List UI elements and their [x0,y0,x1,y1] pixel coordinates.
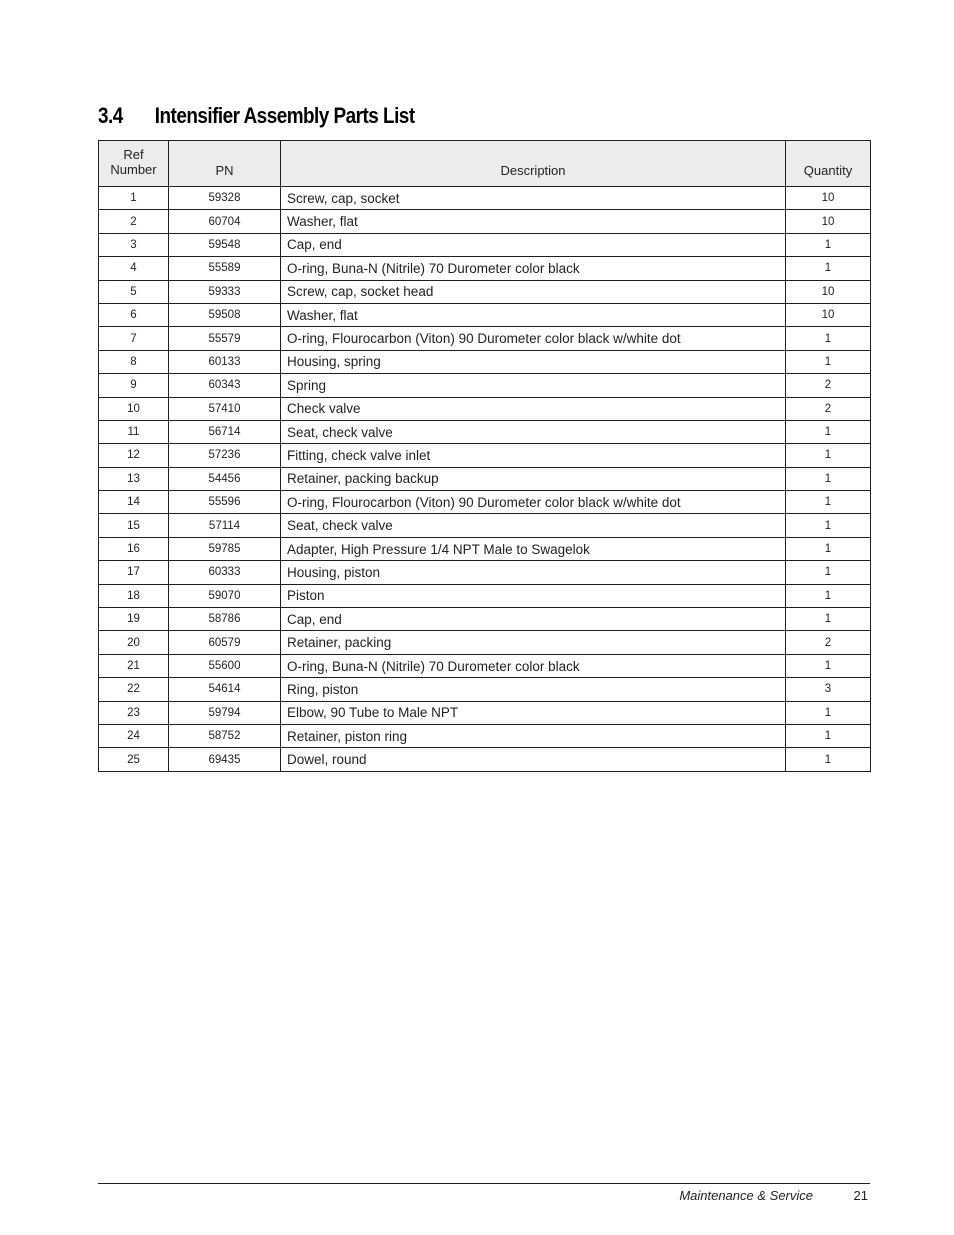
pn-cell: 59333 [169,280,281,303]
pn-cell: 59785 [169,537,281,560]
ref-cell: 18 [99,584,169,607]
pn-cell: 54614 [169,678,281,701]
table-row [99,257,871,280]
table-header [99,141,871,187]
description-cell: Elbow, 90 Tube to Male NPT [281,701,786,724]
pn-cell: 57410 [169,397,281,420]
ref-cell: 17 [99,561,169,584]
description-cell: Cap, end [281,608,786,631]
table-row [99,584,871,607]
section-heading [98,103,415,129]
ref-cell: 15 [99,514,169,537]
description-cell: Adapter, High Pressure 1/4 NPT Male to Swagelok [281,537,786,560]
ref-cell: 12 [99,444,169,467]
table-row [99,561,871,584]
ref-cell: 7 [99,327,169,350]
quantity-cell: 10 [786,210,871,233]
ref-cell: 21 [99,654,169,677]
footer-section-name: Maintenance & Service [679,1188,813,1203]
ref-cell: 8 [99,350,169,373]
description-cell: Dowel, round [281,748,786,771]
quantity-cell: 3 [786,678,871,701]
pn-cell: 60343 [169,374,281,397]
pn-cell: 59328 [169,187,281,210]
pn-cell: 60704 [169,210,281,233]
section-number: 3.4 [98,103,123,128]
table-row [99,397,871,420]
table-row [99,724,871,747]
pn-cell: 55589 [169,257,281,280]
table-row [99,537,871,560]
pn-cell: 60579 [169,631,281,654]
description-cell: Retainer, packing [281,631,786,654]
ref-cell: 5 [99,280,169,303]
ref-cell: 4 [99,257,169,280]
quantity-cell: 1 [786,233,871,256]
description-cell: Piston [281,584,786,607]
ref-cell: 13 [99,467,169,490]
pn-cell: 59070 [169,584,281,607]
quantity-cell: 10 [786,303,871,326]
table-row [99,280,871,303]
quantity-cell: 1 [786,701,871,724]
ref-cell: 16 [99,537,169,560]
quantity-cell: 1 [786,608,871,631]
table-row [99,654,871,677]
footer-page-number: 21 [853,1188,868,1203]
pn-cell: 54456 [169,467,281,490]
quantity-cell: 1 [786,257,871,280]
quantity-cell: 1 [786,654,871,677]
ref-cell: 9 [99,374,169,397]
ref-cell: 10 [99,397,169,420]
table-row [99,748,871,771]
quantity-cell: 2 [786,397,871,420]
pn-cell: 59794 [169,701,281,724]
quantity-cell: 1 [786,561,871,584]
pn-cell: 57236 [169,444,281,467]
description-cell: Check valve [281,397,786,420]
quantity-cell: 1 [786,724,871,747]
quantity-cell: 1 [786,327,871,350]
ref-cell: 23 [99,701,169,724]
description-cell: Spring [281,374,786,397]
footer-divider [98,1183,870,1184]
table-row [99,374,871,397]
table-row [99,701,871,724]
description-cell: O-ring, Flourocarbon (Viton) 90 Durometer color black w/white dot [281,491,786,514]
description-cell: Seat, check valve [281,514,786,537]
table-row [99,514,871,537]
ref-cell: 14 [99,491,169,514]
quantity-cell: 1 [786,350,871,373]
pn-cell: 55579 [169,327,281,350]
ref-cell: 6 [99,303,169,326]
quantity-cell: 2 [786,374,871,397]
table-row [99,210,871,233]
description-cell: Screw, cap, socket head [281,280,786,303]
description-cell: Fitting, check valve inlet [281,444,786,467]
ref-cell: 19 [99,608,169,631]
column-header-quantity: Quantity [786,141,871,187]
description-cell: Retainer, piston ring [281,724,786,747]
table-row [99,444,871,467]
ref-cell: 2 [99,210,169,233]
table-row [99,327,871,350]
table-row [99,233,871,256]
description-cell: Screw, cap, socket [281,187,786,210]
ref-header-line1: Ref [123,147,144,162]
quantity-cell: 1 [786,537,871,560]
table-row [99,303,871,326]
ref-cell: 11 [99,420,169,443]
column-header-pn: PN [169,141,281,187]
section-title: Intensifier Assembly Parts List [154,103,415,128]
quantity-cell: 1 [786,748,871,771]
description-cell: O-ring, Buna-N (Nitrile) 70 Durometer color black [281,654,786,677]
pn-cell: 56714 [169,420,281,443]
quantity-cell: 10 [786,280,871,303]
pn-cell: 69435 [169,748,281,771]
table-row [99,631,871,654]
description-cell: O-ring, Flourocarbon (Viton) 90 Durometer color black w/white dot [281,327,786,350]
pn-cell: 60133 [169,350,281,373]
column-header-ref-number [99,141,169,187]
pn-cell: 55600 [169,654,281,677]
ref-cell: 3 [99,233,169,256]
table-row [99,187,871,210]
table-row [99,467,871,490]
description-cell: Retainer, packing backup [281,467,786,490]
description-cell: Washer, flat [281,303,786,326]
quantity-cell: 1 [786,444,871,467]
table-row [99,350,871,373]
quantity-cell: 1 [786,420,871,443]
column-header-description: Description [281,141,786,187]
pn-cell: 59508 [169,303,281,326]
table-row [99,608,871,631]
description-cell: Cap, end [281,233,786,256]
ref-cell: 20 [99,631,169,654]
pn-cell: 58752 [169,724,281,747]
description-cell: O-ring, Buna-N (Nitrile) 70 Durometer color black [281,257,786,280]
table-row [99,491,871,514]
description-cell: Washer, flat [281,210,786,233]
description-cell: Ring, piston [281,678,786,701]
ref-cell: 1 [99,187,169,210]
quantity-cell: 10 [786,187,871,210]
table-row [99,420,871,443]
quantity-cell: 1 [786,514,871,537]
parts-list-table [98,140,871,772]
description-cell: Housing, spring [281,350,786,373]
pn-cell: 60333 [169,561,281,584]
header-row [99,141,871,187]
quantity-cell: 1 [786,491,871,514]
quantity-cell: 1 [786,467,871,490]
pn-cell: 57114 [169,514,281,537]
quantity-cell: 2 [786,631,871,654]
pn-cell: 59548 [169,233,281,256]
ref-cell: 24 [99,724,169,747]
ref-cell: 25 [99,748,169,771]
description-cell: Seat, check valve [281,420,786,443]
pn-cell: 58786 [169,608,281,631]
table-row [99,678,871,701]
description-cell: Housing, piston [281,561,786,584]
quantity-cell: 1 [786,584,871,607]
table-body [99,187,871,772]
ref-cell: 22 [99,678,169,701]
ref-header-line2: Number [110,162,157,177]
pn-cell: 55596 [169,491,281,514]
